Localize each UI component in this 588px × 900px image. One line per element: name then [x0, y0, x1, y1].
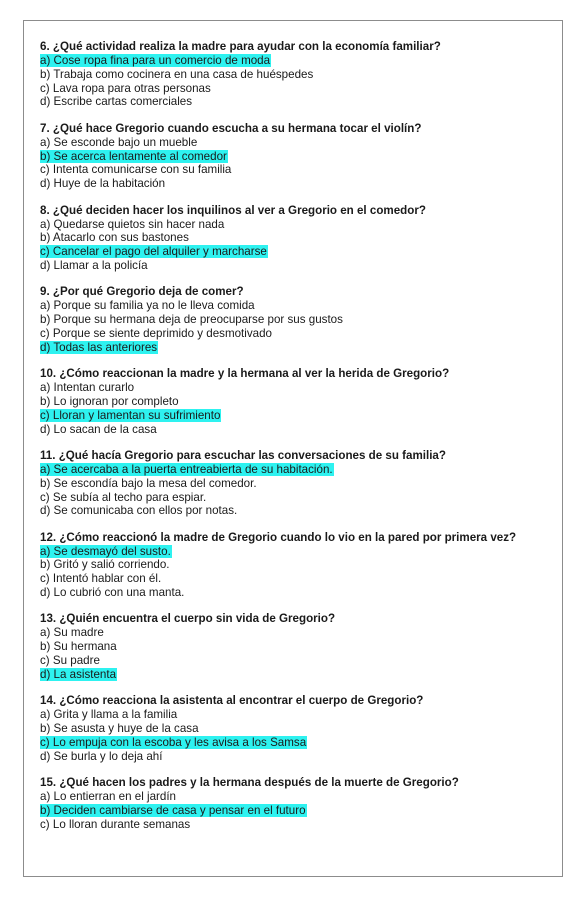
highlighted-answer-option	[40, 150, 560, 164]
question-text: 15. ¿Qué hacen los padres y la hermana después de la muerte de Gregorio?	[40, 776, 459, 790]
question-block	[40, 122, 560, 191]
answer-option-text: a) Grita y llama a la familia	[40, 708, 178, 722]
answer-option-text: c) Lloran y lamentan su sufrimiento	[40, 408, 221, 422]
answer-option	[40, 313, 560, 327]
highlighted-answer-option	[40, 736, 560, 750]
answer-option	[40, 626, 560, 640]
answer-option	[40, 708, 560, 722]
answer-option-text: a) Se desmayó del susto.	[40, 544, 171, 558]
question-block	[40, 449, 560, 518]
answer-option-text: b) Deciden cambiarse de casa y pensar en el futuro	[40, 803, 306, 817]
answer-option-text: b) Lo ignoran por completo	[40, 394, 179, 408]
answer-option-text: c) Lo lloran durante semanas	[40, 817, 191, 831]
answer-option	[40, 136, 560, 150]
answer-option-text: b) Gritó y salió corriendo.	[40, 558, 170, 572]
answer-option-text: b) Se asusta y huye de la casa	[40, 722, 199, 736]
answer-option-text: a) Quedarse quietos sin hacer nada	[40, 217, 225, 231]
answer-option	[40, 395, 560, 409]
highlighted-answer-option	[40, 341, 560, 355]
question-text: 8. ¿Qué deciden hacer los inquilinos al ver a Gregorio en el comedor?	[40, 203, 426, 217]
question-block	[40, 776, 560, 831]
answer-option	[40, 722, 560, 736]
question-text: 11. ¿Qué hacía Gregorio para escuchar las conversaciones de su familia?	[40, 448, 446, 462]
answer-option	[40, 259, 560, 273]
answer-option	[40, 423, 560, 437]
answer-option	[40, 572, 560, 586]
answer-option-text: a) Lo entierran en el jardín	[40, 790, 176, 804]
answer-option-text: a) Su madre	[40, 626, 104, 640]
answer-option	[40, 504, 560, 518]
answer-option	[40, 381, 560, 395]
answer-option-text: b) Atacarlo con sus bastones	[40, 231, 189, 245]
answer-option-text: a) Intentan curarlo	[40, 381, 135, 395]
question-block	[40, 531, 560, 600]
question-block	[40, 285, 560, 354]
answer-option	[40, 586, 560, 600]
highlighted-answer-option	[40, 54, 560, 68]
answer-option-text: a) Porque su familia ya no le lleva comida	[40, 299, 255, 313]
answer-option	[40, 163, 560, 177]
answer-option	[40, 750, 560, 764]
answer-option-text: d) Lo sacan de la casa	[40, 422, 157, 436]
answer-option	[40, 477, 560, 491]
answer-option-text: a) Se acercaba a la puerta entreabierta de su habitación.	[40, 462, 333, 476]
question-block	[40, 204, 560, 273]
answer-option-text: d) Escribe cartas comerciales	[40, 95, 193, 109]
answer-option-text: d) Todas las anteriores	[40, 340, 158, 354]
question-text: 14. ¿Cómo reacciona la asistenta al encontrar el cuerpo de Gregorio?	[40, 694, 424, 708]
answer-option	[40, 818, 560, 832]
answer-option	[40, 68, 560, 82]
question-text: 7. ¿Qué hace Gregorio cuando escucha a su hermana tocar el violín?	[40, 121, 422, 135]
answer-option	[40, 218, 560, 232]
question-block	[40, 367, 560, 436]
question-block	[40, 694, 560, 763]
answer-option-text: d) Se comunicaba con ellos por notas.	[40, 504, 238, 518]
highlighted-answer-option	[40, 804, 560, 818]
answer-option	[40, 491, 560, 505]
answer-option-text: d) Lo cubrió con una manta.	[40, 586, 185, 600]
answer-option-text: b) Se acerca lentamente al comedor	[40, 149, 227, 163]
answer-option	[40, 177, 560, 191]
answer-option-text: c) Cancelar el pago del alquiler y marcharse	[40, 245, 267, 259]
answer-option	[40, 640, 560, 654]
highlighted-answer-option	[40, 245, 560, 259]
question-text: 13. ¿Quién encuentra el cuerpo sin vida de Gregorio?	[40, 612, 336, 626]
answer-option-text: c) Porque se siente deprimido y desmotivado	[40, 326, 272, 340]
answer-option	[40, 82, 560, 96]
highlighted-answer-option	[40, 463, 560, 477]
answer-option-text: c) Se subía al techo para espiar.	[40, 490, 207, 504]
question-text: 12. ¿Cómo reaccionó la madre de Gregorio cuando lo vio en la pared por primera vez?	[40, 530, 517, 544]
answer-option-text: c) Lo empuja con la escoba y les avisa a los Samsa	[40, 735, 307, 749]
answer-option	[40, 95, 560, 109]
answer-option-text: c) Intentó hablar con él.	[40, 572, 162, 586]
highlighted-answer-option	[40, 409, 560, 423]
highlighted-answer-option	[40, 668, 560, 682]
answer-option-text: c) Su padre	[40, 654, 100, 668]
answer-option	[40, 231, 560, 245]
answer-option	[40, 558, 560, 572]
answer-option-text: d) La asistenta	[40, 667, 117, 681]
answer-option-text: c) Lava ropa para otras personas	[40, 81, 211, 95]
answer-option	[40, 790, 560, 804]
answer-option-text: a) Cose ropa fina para un comercio de moda	[40, 54, 271, 67]
answer-option-text: b) Su hermana	[40, 640, 117, 654]
answer-option	[40, 654, 560, 668]
answer-option-text: d) Se burla y lo deja ahí	[40, 749, 163, 763]
answer-option-text: a) Se esconde bajo un mueble	[40, 135, 198, 149]
answer-option-text: b) Trabaja como cocinera en una casa de huéspedes	[40, 67, 314, 81]
answer-option-text: b) Porque su hermana deja de preocuparse por sus gustos	[40, 313, 343, 327]
question-block	[40, 612, 560, 681]
answer-option-text: c) Intenta comunicarse con su familia	[40, 163, 232, 177]
quiz-list	[40, 40, 560, 844]
highlighted-answer-option	[40, 545, 560, 559]
question-block	[40, 40, 560, 109]
answer-option	[40, 299, 560, 313]
question-text: 6. ¿Qué actividad realiza la madre para ayudar con la economía familiar?	[40, 40, 441, 53]
question-text: 10. ¿Cómo reaccionan la madre y la hermana al ver la herida de Gregorio?	[40, 367, 450, 381]
answer-option-text: b) Se escondía bajo la mesa del comedor.	[40, 476, 257, 490]
answer-option-text: d) Llamar a la policía	[40, 258, 148, 272]
answer-option	[40, 327, 560, 341]
answer-option-text: d) Huye de la habitación	[40, 177, 166, 191]
question-text: 9. ¿Por qué Gregorio deja de comer?	[40, 285, 244, 299]
